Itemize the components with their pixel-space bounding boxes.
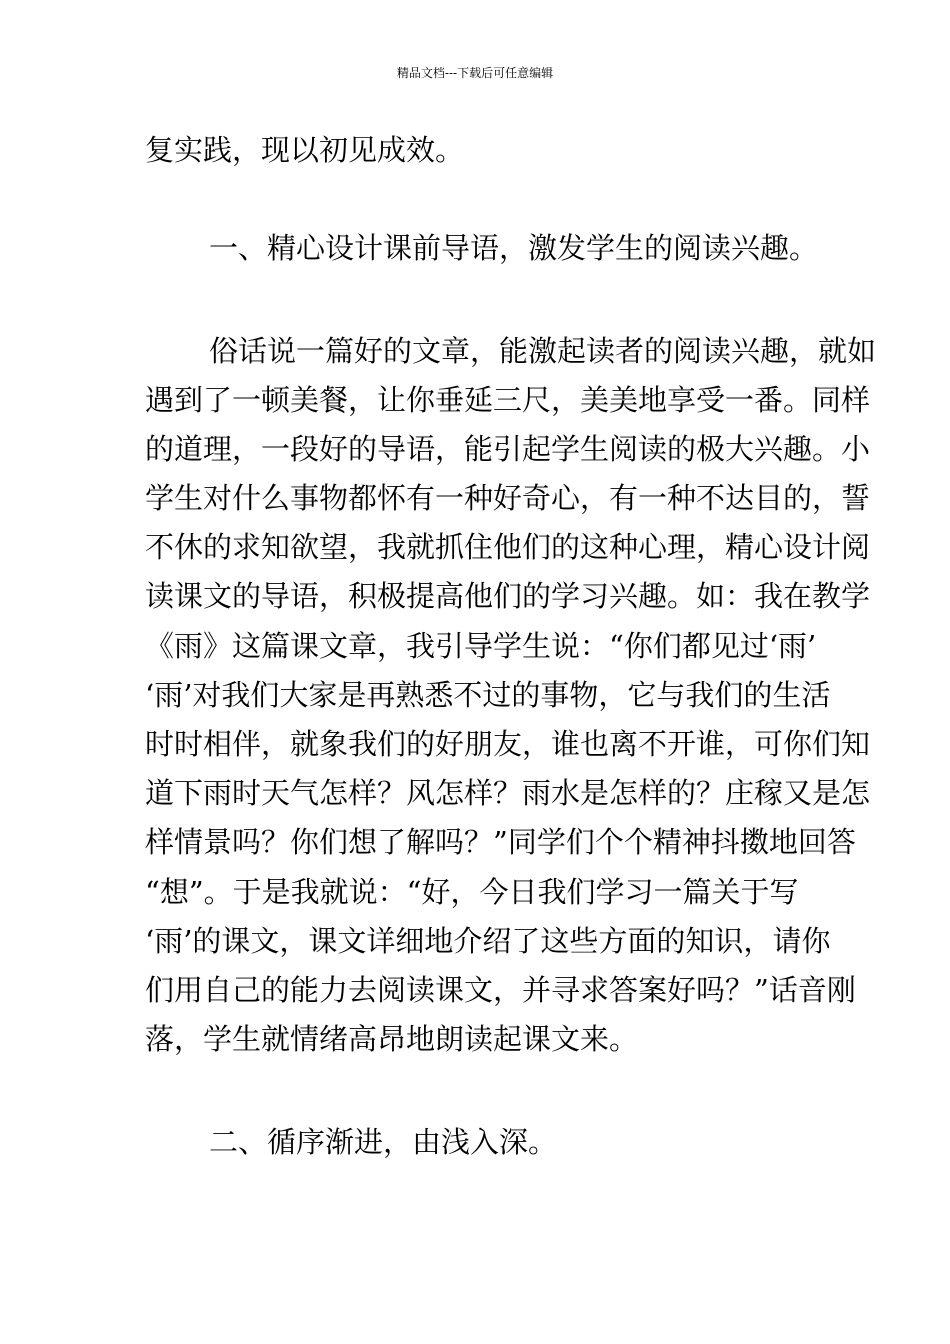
paragraph-line: 们用自己的能力去阅读课文，并寻求答案好吗？”话音刚 bbox=[145, 973, 856, 1007]
text-line: 复实践，现以初见成效。 bbox=[145, 133, 465, 167]
paragraph-line: 时时相伴，就象我们的好朋友，谁也离不开谁，可你们知 bbox=[145, 727, 871, 761]
section-heading-2: 二、循序渐进，由浅入深。 bbox=[209, 1125, 558, 1159]
paragraph-line: 读课文的导语，积极提高他们的学习兴趣。如：我在教学 bbox=[145, 579, 871, 613]
paragraph-line: 的道理，一段好的导语，能引起学生阅读的极大兴趣。小 bbox=[145, 432, 871, 466]
paragraph-line: 落，学生就情绪高昂地朗读起课文来。 bbox=[145, 1022, 639, 1056]
paragraph-line: ‘雨’的课文，课文详细地介绍了这些方面的知识，请你 bbox=[145, 924, 831, 958]
section-heading-1: 一、精心设计课前导语，激发学生的阅读兴趣。 bbox=[209, 231, 819, 265]
paragraph-line: 遇到了一顿美餐，让你垂延三尺，美美地享受一番。同样 bbox=[145, 383, 871, 417]
paragraph-line: “想”。于是我就说：“好，今日我们学习一篇关于写 bbox=[145, 875, 799, 909]
paragraph-line: 道下雨时天气怎样？风怎样？雨水是怎样的？庄稼又是怎 bbox=[145, 776, 871, 810]
page-header: 精品文档---下载后可任意编辑 bbox=[396, 66, 554, 80]
paragraph-line: 《雨》这篇课文章，我引导学生说：“你们都见过‘雨’ bbox=[145, 629, 817, 663]
paragraph-line: ‘雨’对我们大家是再熟悉不过的事物，它与我们的生活 bbox=[145, 678, 831, 712]
paragraph-line: 不休的求知欲望，我就抓住他们的这种心理，精心设计阅 bbox=[145, 530, 871, 564]
paragraph-line: 学生对什么事物都怀有一种好奇心，有一种不达目的，誓 bbox=[145, 481, 871, 515]
paragraph-line: 样情景吗？你们想了解吗？”同学们个个精神抖擞地回答 bbox=[145, 825, 856, 859]
paragraph-line: 俗话说一篇好的文章，能激起读者的阅读兴趣，就如 bbox=[209, 334, 877, 368]
